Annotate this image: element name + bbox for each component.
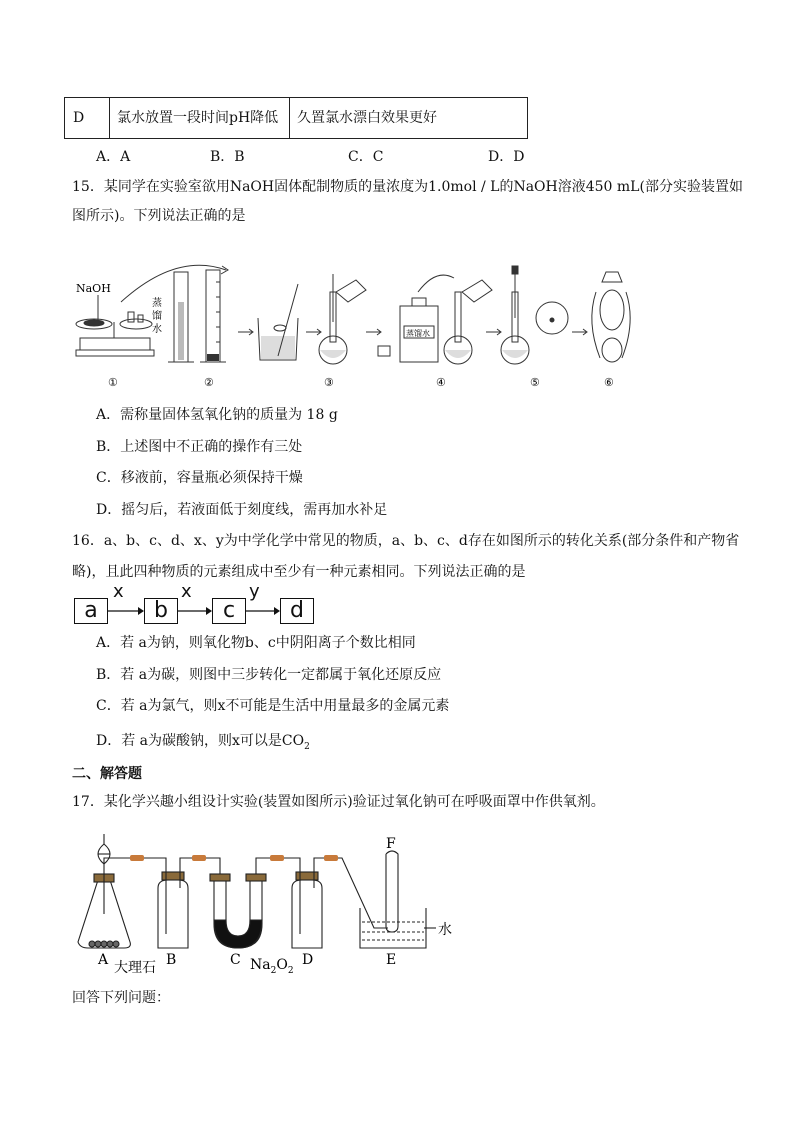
step-label-4: ④ bbox=[436, 376, 446, 389]
q16-option-a: A．若 a为钠，则氧化物b、c中阴阳离子个数比相同 bbox=[96, 635, 416, 651]
label-na2o2: $Na_2O_2$ bbox=[250, 957, 294, 976]
stopper-icon bbox=[378, 346, 390, 356]
q17-stem: 17．某化学兴趣小组设计实验(装置如图所示)验证过氧化钠可在呼吸面罩中作供氧剂。 bbox=[72, 794, 605, 810]
q15-option-d: D．摇匀后，若液面低于刻度线，需再加水补足 bbox=[96, 502, 388, 518]
q16-option-d-subscript: 2 bbox=[304, 741, 310, 752]
chain-arrow-label-2: x bbox=[181, 581, 192, 602]
flask-a-icon bbox=[78, 834, 130, 948]
graduated-cylinder-icon bbox=[200, 270, 226, 362]
dropper-flask-icon bbox=[501, 266, 568, 364]
bottle-b-icon bbox=[158, 864, 188, 948]
table-cell-label: D bbox=[73, 110, 85, 126]
label-b: B bbox=[166, 952, 177, 968]
step-label-2: ② bbox=[204, 376, 214, 389]
chain-box-d: d bbox=[280, 598, 314, 624]
distilled-water-label-char1: 蒸 bbox=[152, 298, 162, 309]
bottle-d-icon bbox=[292, 864, 322, 948]
chain-box-b: b bbox=[144, 598, 178, 624]
beaker-icon bbox=[258, 284, 298, 360]
chain-arrows bbox=[108, 600, 284, 624]
distilled-water-label-char3: 水 bbox=[152, 324, 162, 335]
table-cell-phenomenon: 氯水放置一段时间pH降低 bbox=[117, 110, 279, 126]
graduated-cylinder-icon bbox=[168, 272, 194, 362]
q16-option-c: C．若 a为氯气，则x不可能是生活中用量最多的金属元素 bbox=[96, 698, 450, 714]
balance-icon bbox=[76, 312, 154, 356]
q16-option-b: B．若 a为碳，则图中三步转化一定都属于氧化还原反应 bbox=[96, 667, 442, 683]
q14-option-d: D．D bbox=[488, 149, 525, 165]
naoh-label: NaOH bbox=[76, 282, 111, 295]
step-label-1: ① bbox=[108, 376, 118, 389]
chain-box-c: c bbox=[212, 598, 246, 624]
label-water: 水 bbox=[438, 922, 452, 938]
q14-option-c: C．C bbox=[348, 149, 384, 165]
section-title: 二、解答题 bbox=[72, 766, 142, 782]
table-divider bbox=[109, 98, 110, 138]
volumetric-flask-icon bbox=[444, 280, 492, 364]
tube-f-icon bbox=[386, 851, 398, 932]
step-label-3: ③ bbox=[324, 376, 334, 389]
distilled-water-label-char2: 馏 bbox=[152, 311, 162, 322]
q16-stem-line1: 16．a、b、c、d、x、y为中学化学中常见的物质，a、b、c、d存在如图所示的转化关系(部分条件和产物省 bbox=[72, 533, 740, 549]
step-label-5: ⑤ bbox=[530, 376, 540, 389]
q17-answer-prompt: 回答下列问题： bbox=[72, 990, 170, 1006]
q16-stem-line2: 略)，且此四种物质的元素组成中至少有一种元素相同。下列说法正确的是 bbox=[72, 564, 526, 580]
bottle-label: 蒸馏水 bbox=[406, 329, 430, 338]
trough-e-icon bbox=[360, 908, 426, 948]
label-marble: 大理石 bbox=[114, 960, 156, 976]
q15-solution-prep-figure bbox=[66, 262, 646, 392]
chain-box-a: a bbox=[74, 598, 108, 624]
label-d: D bbox=[302, 952, 314, 968]
q14-table-row-d bbox=[64, 97, 528, 139]
q15-stem-line2: 图所示)。下列说法正确的是 bbox=[72, 208, 246, 224]
q15-option-a: A．需称量固体氢氧化钠的质量为 18 g bbox=[96, 407, 338, 423]
table-divider bbox=[289, 98, 290, 138]
label-a: A bbox=[98, 952, 109, 968]
q17-apparatus-figure bbox=[74, 824, 474, 976]
chain-arrow-label-3: y bbox=[249, 581, 260, 602]
shaking-flask-icon bbox=[592, 272, 630, 362]
q14-option-a: A．A bbox=[96, 149, 131, 165]
q15-option-b: B．上述图中不正确的操作有三处 bbox=[96, 439, 303, 455]
u-tube-c-icon bbox=[210, 874, 266, 948]
chain-arrow-label-1: x bbox=[113, 581, 124, 602]
label-f: F bbox=[386, 836, 396, 852]
q16-option-d-text: D．若 a为碳酸钠，则x可以是CO bbox=[96, 733, 305, 749]
q15-option-c: C．移液前，容量瓶必须保持干燥 bbox=[96, 470, 303, 486]
q14-option-b: B．B bbox=[210, 149, 245, 165]
tube-connector bbox=[314, 858, 388, 928]
table-cell-conclusion: 久置氯水漂白效果更好 bbox=[297, 110, 437, 126]
step-label-6: ⑥ bbox=[604, 376, 614, 389]
label-e: E bbox=[386, 952, 397, 968]
q15-stem-line1: 15．某同学在实验室欲用NaOH固体配制物质的量浓度为1.0mol / L的NaOH溶液450 mL(部分实验装置如 bbox=[72, 179, 743, 195]
q16-option-d bbox=[96, 731, 310, 757]
label-c: C bbox=[230, 952, 241, 968]
volumetric-flask-icon bbox=[319, 274, 366, 364]
